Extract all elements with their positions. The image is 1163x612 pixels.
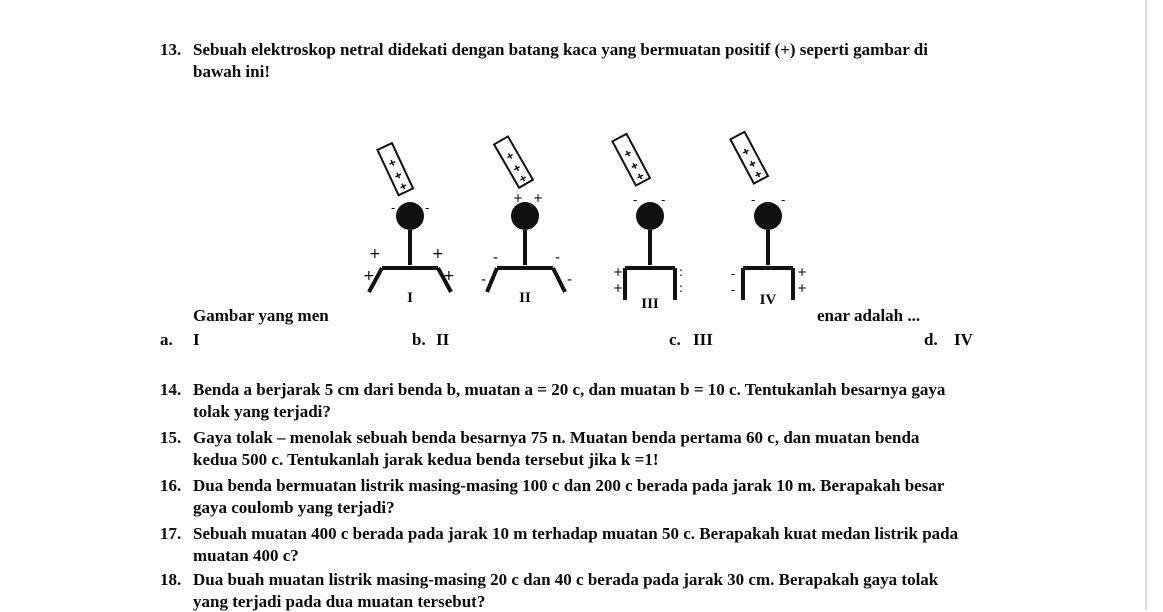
question-16-line-1: Dua benda bermuatan listrik masing-masing 100 c dan 200 c berada pada jarak 10 m. Berapakah besar bbox=[193, 476, 945, 495]
svg-text:+: + bbox=[513, 191, 524, 205]
question-17-line-1: Sebuah muatan 400 c berada pada jarak 10 m terhadap muatan 50 c. Berapakah kuat medan listrik pada bbox=[193, 524, 959, 543]
svg-text:-: - bbox=[751, 193, 756, 207]
question-17-number: 17. bbox=[160, 524, 182, 543]
svg-text:+: + bbox=[533, 191, 544, 205]
electroscope-diagram bbox=[355, 120, 815, 320]
question-13-line-1: Sebuah elektroskop netral didekati dengan batang kaca yang bermuatan positif (+) seperti gambar di bbox=[193, 40, 928, 59]
svg-text:+: + bbox=[363, 268, 375, 284]
option-d-letter: d. bbox=[924, 330, 938, 349]
svg-text:-: - bbox=[781, 193, 786, 207]
option-c-letter: c. bbox=[669, 330, 681, 349]
question-17-line-2: muatan 400 c? bbox=[193, 546, 299, 565]
svg-text:-: - bbox=[481, 272, 487, 288]
diagram-label-1: I bbox=[407, 290, 413, 306]
svg-text:-: - bbox=[661, 193, 666, 207]
electroscope-2 bbox=[481, 136, 572, 292]
electroscope-3 bbox=[612, 134, 683, 300]
option-b-text: II bbox=[436, 330, 450, 349]
question-13-line-2: bawah ini! bbox=[193, 62, 270, 81]
electroscope-1 bbox=[363, 143, 455, 292]
svg-text:-: - bbox=[731, 283, 736, 297]
question-14-number: 14. bbox=[160, 380, 182, 399]
diagram-label-2: II bbox=[519, 290, 531, 306]
svg-text:-: - bbox=[555, 250, 561, 266]
question-18-line-2: yang terjadi pada dua muatan tersebut? bbox=[193, 592, 486, 611]
question-18-line-1: Dua buah muatan listrik masing-masing 20 c dan 40 c berada pada jarak 30 cm. Berapakah gaya tolak bbox=[193, 570, 939, 589]
question-16-number: 16. bbox=[160, 476, 182, 495]
option-d-text: IV bbox=[954, 330, 973, 349]
question-13-number: 13. bbox=[160, 40, 182, 59]
svg-text:+: + bbox=[443, 268, 455, 284]
svg-text:-: - bbox=[567, 272, 573, 288]
svg-text:+: + bbox=[432, 246, 444, 262]
question-15-number: 15. bbox=[160, 428, 182, 447]
question-15-line-2: kedua 500 c. Tentukanlah jarak kedua benda tersebut jika k =1! bbox=[193, 450, 659, 469]
question-18-number: 18. bbox=[160, 570, 182, 589]
electroscope-drawings bbox=[355, 120, 815, 320]
svg-text:-: - bbox=[493, 250, 499, 266]
svg-text:-: - bbox=[391, 201, 396, 215]
svg-text:+: + bbox=[613, 265, 624, 279]
svg-text:+: + bbox=[369, 246, 381, 262]
svg-text:-: - bbox=[425, 201, 430, 215]
svg-text:+: + bbox=[797, 265, 808, 279]
question-16-line-2: gaya coulomb yang terjadi? bbox=[193, 498, 395, 517]
question-13-prompt-end: enar adalah ... bbox=[817, 306, 921, 325]
svg-text:+: + bbox=[797, 281, 808, 295]
question-13-prompt-start: Gambar yang men bbox=[193, 306, 329, 325]
svg-text::: : bbox=[679, 265, 684, 279]
option-c-text: III bbox=[693, 330, 713, 349]
diagram-label-3: III bbox=[641, 296, 659, 312]
option-b-letter: b. bbox=[412, 330, 426, 349]
question-15-line-1: Gaya tolak – menolak sebuah benda besarnya 75 n. Muatan benda pertama 60 c, dan muatan benda bbox=[193, 428, 920, 447]
diagram-label-4: IV bbox=[759, 292, 777, 308]
electroscope-4 bbox=[730, 132, 807, 300]
svg-text::: : bbox=[679, 281, 684, 295]
svg-text:-: - bbox=[633, 193, 638, 207]
svg-text:+: + bbox=[613, 281, 624, 295]
option-a-letter: a. bbox=[160, 330, 173, 349]
question-14-line-1: Benda a berjarak 5 cm dari benda b, muatan a = 20 c, dan muatan b = 10 c. Tentukanlah besarnya gaya bbox=[193, 380, 946, 399]
question-14-line-2: tolak yang terjadi? bbox=[193, 402, 331, 421]
page-edge-line bbox=[1145, 0, 1147, 610]
svg-text:-: - bbox=[731, 267, 736, 281]
option-a-text: I bbox=[193, 330, 200, 349]
